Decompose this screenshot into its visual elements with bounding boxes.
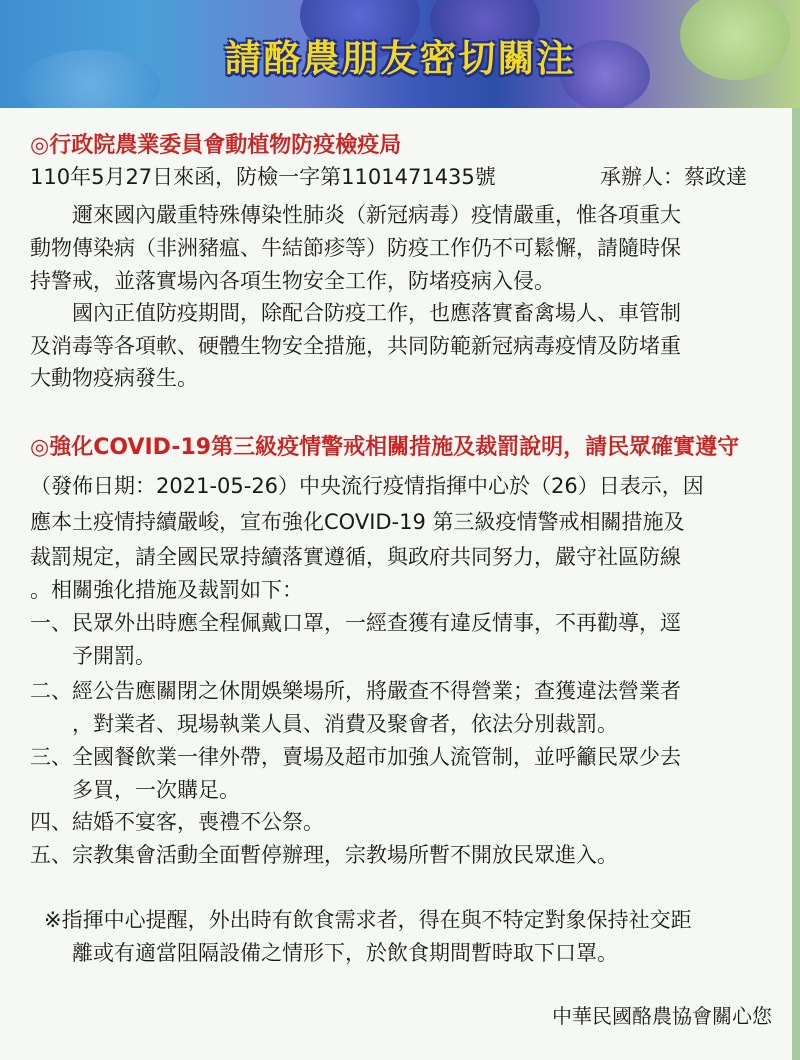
measure-item: 二、經公告應關閉之休閒娛樂場所，將嚴查不得營業；查獲違法營業者 [30, 679, 681, 703]
section2-intro-line: （發佈日期：2021-05-26）中央流行疫情指揮中心於（26）日表示，因 [30, 474, 704, 498]
section1-ref: 110年5月27日來函，防檢一字第1101471435號 [30, 165, 496, 189]
section1-heading: ◎行政院農業委員會動植物防疫檢疫局 [30, 133, 402, 158]
page-title: 請酪農朋友密切關注 [224, 37, 576, 80]
measure-item: 四、結婚不宴客，喪禮不公祭。 [30, 810, 324, 834]
measure-item: 三、全國餐飲業一律外帶，賣場及超市加強人流管制，並呼籲民眾少去 [30, 745, 681, 769]
section1-p2-line: 國內正值防疫期間，除配合防疫工作，也應落實畜禽場人、車管制 [72, 301, 681, 325]
measure-item-cont: 予開罰。 [72, 644, 156, 668]
measure-item-cont: 多買，一次購足。 [72, 778, 240, 802]
measure-item-cont: ，對業者、現場執業人員、消費及聚會者，依法分別裁罰。 [72, 712, 618, 736]
section1-p1-line: 動物傳染病（非洲豬瘟、牛結節疹等）防疫工作仍不可鬆懈，請隨時保 [30, 236, 681, 260]
section1-p2-line: 大動物疫病發生。 [30, 366, 198, 390]
section2-intro-line: 應本土疫情持續嚴峻，宣布強化COVID-19 第三級疫情警戒相關措施及 [30, 510, 685, 534]
section1-p1-line: 邇來國內嚴重特殊傳染性肺炎（新冠病毒）疫情嚴重，惟各項重大 [72, 203, 681, 227]
section2-intro-line: 裁罰規定，請全國民眾持續落實遵循，與政府共同努力，嚴守社區防線 [30, 545, 681, 569]
note-line: 離或有適當阻隔設備之情形下，於飲食期間暫時取下口罩。 [72, 941, 618, 965]
page-edge [792, 108, 800, 1060]
signature: 中華民國酪農協會關心您 [552, 1004, 772, 1028]
header-banner [0, 0, 800, 108]
section1-p1-line: 持警戒，並落實場內各項生物安全工作，防堵疫病入侵。 [30, 269, 555, 293]
section1-handler: 承辦人：蔡政達 [600, 165, 747, 189]
measure-item: 五、宗教集會活動全面暫停辦理，宗教場所暫不開放民眾進入。 [30, 843, 618, 867]
note-line: ※指揮中心提醒，外出時有飲食需求者，得在與不特定對象保持社交距 [44, 908, 692, 932]
section2-intro-line: 。相關強化措施及裁罰如下： [30, 578, 303, 602]
section1-p2-line: 及消毒等各項軟、硬體生物安全措施，共同防範新冠病毒疫情及防堵重 [30, 334, 681, 358]
measure-item: 一、民眾外出時應全程佩戴口罩，一經查獲有違反情事，不再勸導，逕 [30, 611, 681, 635]
section2-heading: ◎強化COVID-19第三級疫情警戒相關措施及裁罰說明，請民眾確實遵守 [30, 435, 740, 460]
